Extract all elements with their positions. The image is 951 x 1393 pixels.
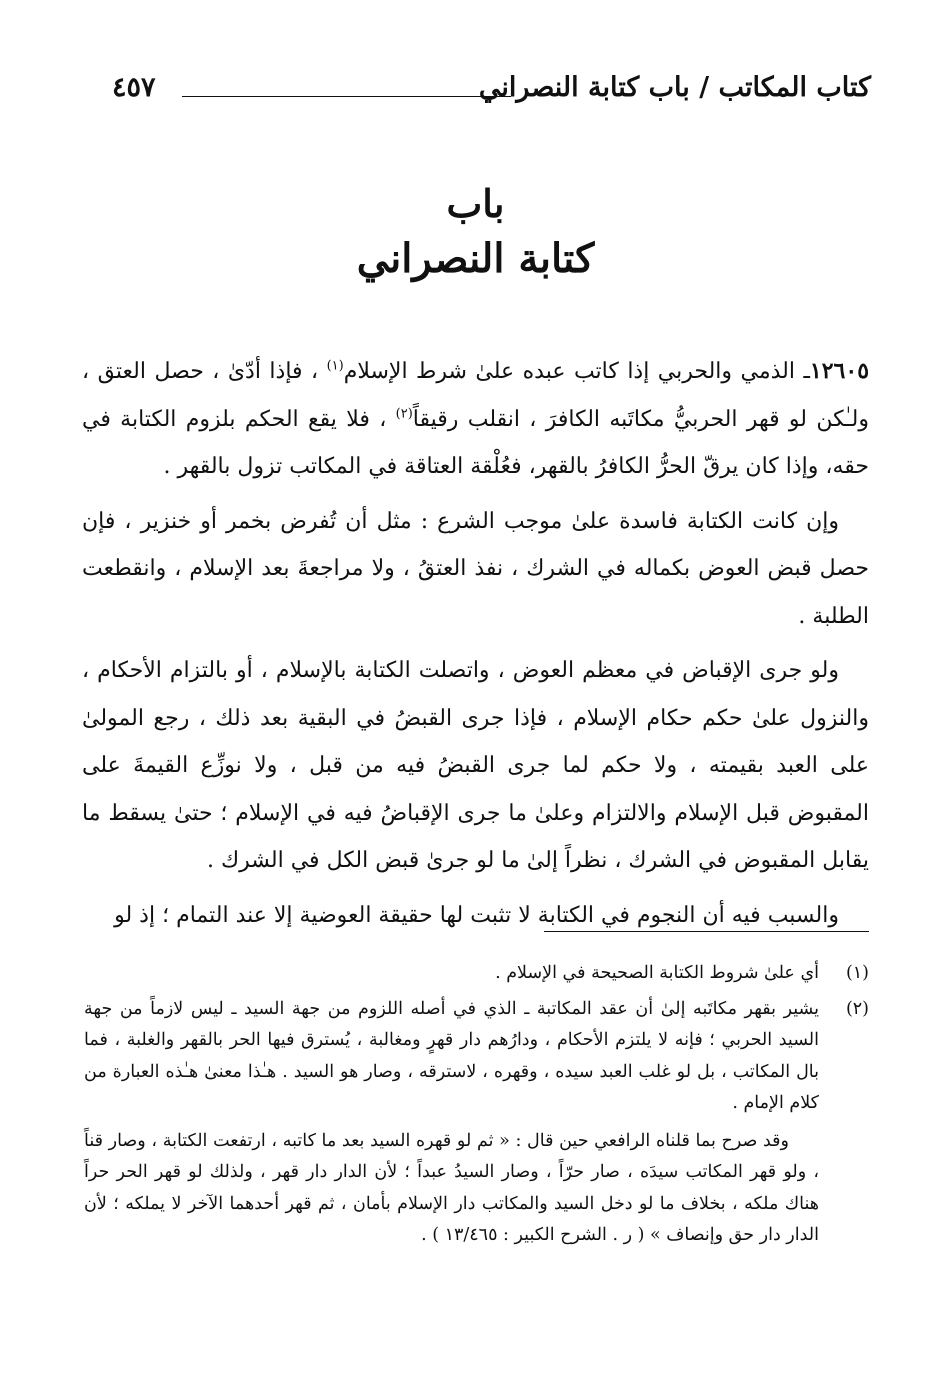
paragraph-3: ولو جرى الإقباض في معظم العوض ، واتصلت الكتابة بالإسلام ، أو بالتزام الأحكام ، والنزول علىٰ حكم حكام الإسلام ، فإذا جرى القبضُ في البقية بعد ذلك ، رجع المولىٰ على العبد بقيمته ، ولا حكم لما جرى القبضُ فيه من قبل ، ولا نوزِّع القيمةَ على المقبوض قبل الإسلام والالتزام وعلىٰ ما جرى الإقباضُ فيه في الإسلام ؛ حتىٰ يسقط ما يقابل المقبوض في الشرك ، نظراً إلىٰ ما لو جرىٰ قبض الكل في الشرك . [82,658,869,873]
header-rule [182,96,511,97]
footnotes [84,958,869,1256]
paragraph-1-part-a: ـ الذمي والحربي إذا كاتب عبده علىٰ شرط الإسلام [343,359,810,384]
footnote-2 [84,994,869,1252]
page-number: ٤٥٧ [112,72,156,103]
chapter-title: كتابة النصراني [356,235,595,282]
chapter-label: باب [446,181,505,226]
paragraph-1-part-b: ، فإذا أدّىٰ ، حصل العتق ، ولـٰكن لو قهر الحربيُّ مكاتَبه الكافرَ ، انقلب رقيقاً [82,359,869,432]
footnote-text-continued: وقد صرح بما قلناه الرافعي حين قال : « ثم لو قهره السيد بعد ما كاتبه ، ارتفعت الكتابة ، وصار قناً ، ولو قهر المكاتب سيدَه ، صار حرّاً ، وصار السيدُ عبداً ؛ لأن الدار دار قهر ، ولذلك لو قهر الحر حراً هناك ملكه ، بخلاف ما لو دخل السيد والمكاتب دار الإسلام بأمان ، ثم قهر أحدهما الآخر لا يملكه ؛ لأن الدار دار حق وإنصاف » ( ر . الشرح الكبير : ١٣/٤٦٥ ) . [84,1130,819,1245]
footnote-ref-2[interactable]: (٢) [395,406,413,422]
paragraph-4: والسبب فيه أن النجوم في الكتابة لا تثبت لها حقيقة العوضية إلا عند التمام ؛ إذ لو [114,902,839,928]
chapter-heading [0,178,951,288]
footnote-separator [544,931,869,932]
footnote-number: (٢) [845,998,869,1019]
entry-number: ١٢٦٠٥ [809,358,870,384]
paragraph-1-part-c: ، فلا يقع الحكم بلزوم الكتابة في حقه، وإذا كان يرقّ الحرُّ الكافرُ بالقهر، فعُلْقة العتاقة في المكاتب تزول بالقهر . [82,406,869,479]
running-title: كتاب المكاتب / باب كتابة النصراني [478,72,871,103]
footnote-number: (١) [845,963,869,983]
footnote-ref-1[interactable]: (١) [326,358,344,374]
footnote-text: أي علىٰ شروط الكتابة الصحيحة في الإسلام . [495,963,819,983]
footnote-text: يشير بقهر مكاتَبه إلىٰ أن عقد المكاتبة ـ الذي في أصله اللزوم من جهة السيد ـ ليس لازماً من جهة السيد الحربي ؛ فإنه لا يلتزم الأحكام ، ودارُهم دار قهرٍ ومغالبة ، يُسترق فيها الحر بالقهر والغلبة ، فما بال المكاتب ، بل لو غلب العبد سيده ، وقهره ، لاسترقه ، وصار هو السيد . هـٰذا معنىٰ هـٰذه العبارة من كلام الإمام . [84,998,819,1113]
body-text [82,348,869,946]
running-header [112,72,871,120]
paragraph-1 [82,348,869,491]
footnote-1 [84,958,869,990]
paragraph-2: وإن كانت الكتابة فاسدة علىٰ موجب الشرع : مثل أن تُفرض بخمر أو خنزير ، فإن حصل قبض العوض بكماله في الشرك ، نفذ العتقُ ، ولا مراجعةَ بعد الإسلام ، وانقطعت الطلبة . [82,508,869,629]
